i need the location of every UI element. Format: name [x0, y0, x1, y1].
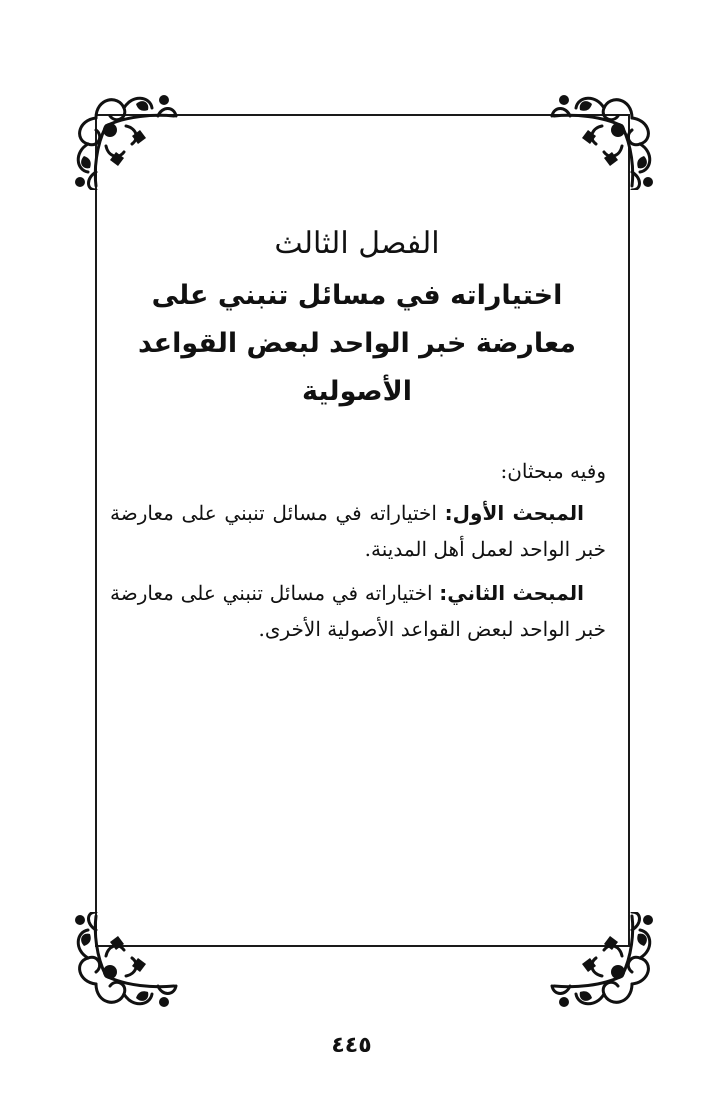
section-label: المبحث الأول:	[444, 501, 584, 525]
chapter-heading-block	[110, 222, 604, 416]
ornamental-corner-top-left-icon	[66, 86, 184, 190]
chapter-title: الفصل الثالث	[274, 226, 440, 261]
section-item-second	[110, 575, 606, 647]
ornamental-corner-bottom-right-icon	[544, 912, 662, 1016]
ornamental-corner-bottom-left-icon	[66, 912, 184, 1016]
section-item-first	[110, 495, 606, 567]
chapter-body	[110, 453, 606, 655]
chapter-subtitle: اختياراته في مسائل تنبني على معارضة خبر الواحد لبعض القواعد الأصولية	[138, 280, 576, 407]
section-label: المبحث الثاني:	[439, 581, 584, 605]
section-text: اختياراته في مسائل تنبني على معارضة خبر الواحد لبعض القواعد الأصولية الأخرى.	[110, 581, 606, 641]
section-text: اختياراته في مسائل تنبني على معارضة خبر الواحد لعمل أهل المدينة.	[110, 501, 606, 561]
sections-intro: وفيه مبحثان:	[500, 459, 606, 483]
page-number: ٤٤٥	[331, 1033, 372, 1058]
ornamental-corner-top-right-icon	[544, 86, 662, 190]
